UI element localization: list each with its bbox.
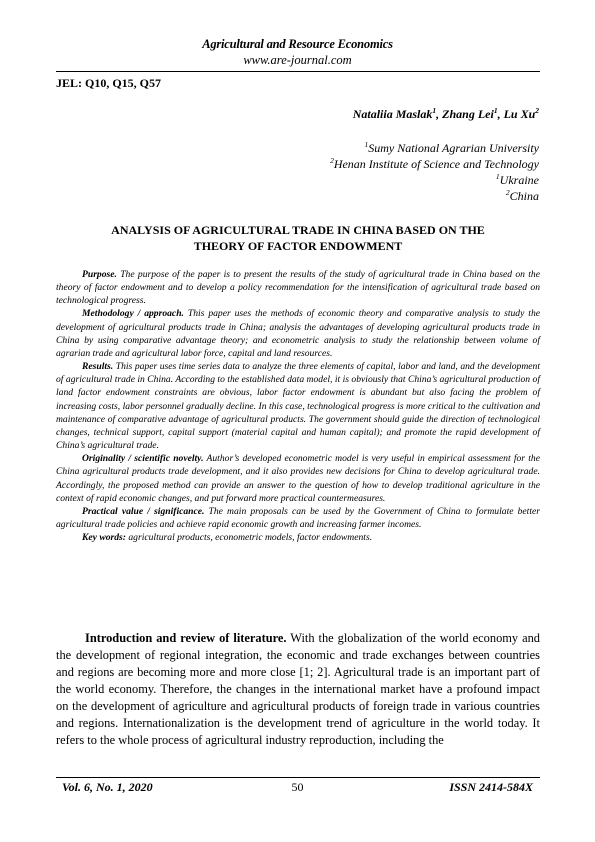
affil-text: Ukraine xyxy=(499,173,539,187)
section-text: This paper uses time series data to analyze the three elements of capital, labor and land, and the development of agricultural trade in China. According to the established data model, it is obviously that China’s agricultural production of land factor endowment constraints are obvious, labor factor endowment is abundant but also facing the problem of increasing costs, labor personnel gradually decline. In this case, technological progress is more critical to the cultivation and maintenance of comparative advantage of agricultural products. The government should guide the direction of technological changes, technical support, capital support (material capital and human capital); and promote the rapid development of China’s agricultural trade. xyxy=(56,361,540,452)
section-label: Key words: xyxy=(82,532,126,544)
section-label: Methodology / approach. xyxy=(82,308,184,320)
affiliations xyxy=(330,140,539,204)
abstract-purpose xyxy=(56,268,540,307)
footer-volume: Vol. 6, No. 1, 2020 xyxy=(62,780,153,794)
abstract xyxy=(56,268,540,544)
header-divider xyxy=(56,71,540,72)
paper-title xyxy=(66,222,530,254)
affil-mark: 1 xyxy=(495,172,500,181)
section-label: Practical value / significance. xyxy=(82,505,205,517)
affiliation-line xyxy=(330,156,539,172)
section-text: The main proposals can be used by the Government of China to formulate better agricultural trade policies and achieve rapid economic growth and increasing farmer incomes. xyxy=(56,505,540,530)
section-text: agricultural products, econometric models, factor endowments. xyxy=(125,532,373,544)
author-affil-mark: 1 xyxy=(432,106,437,115)
title-line: ANALYSIS OF AGRICULTURAL TRADE IN CHINA BASED ON THE xyxy=(111,223,485,237)
journal-title: Agricultural and Resource Economics xyxy=(202,37,393,51)
intro-text: With the globalization of the world economy and the development of regional integration, the economic and trade exchanges between countries and regions are becoming more and more close [1; 2]. Agricultural trade is an important part of the world economy. Therefore, the changes in the international market have a profound impact on the development of agriculture and agricultural products of foreign trade in various countries and regions. Internationalization is the development trend of agriculture in the world today. It refers to the whole process of agricultural industry reproduction, including the xyxy=(56,631,540,747)
intro-paragraph xyxy=(56,630,540,749)
abstract-results xyxy=(56,360,540,452)
title-line: THEORY OF FACTOR ENDOWMENT xyxy=(193,239,403,253)
section-label: Originality / scientific novelty. xyxy=(82,453,204,465)
affiliation-line xyxy=(330,140,539,156)
journal-url[interactable]: www.are-journal.com xyxy=(243,53,352,67)
abstract-practical-value xyxy=(56,505,540,531)
section-text: The purpose of the paper is to present the results of the study of agricultural trade in China based on the theory of factor endowment and to develop a policy recommendation for the intensification of agricultural trade based on technological progress. xyxy=(56,269,540,307)
author-name: Lu Xu xyxy=(503,107,536,121)
page-number: 50 xyxy=(291,780,304,794)
introduction xyxy=(56,630,540,749)
abstract-originality xyxy=(56,452,540,505)
affil-text: Henan Institute of Science and Technology xyxy=(333,157,539,171)
affil-mark: 2 xyxy=(505,188,510,197)
author-affil-mark: 2 xyxy=(535,106,539,115)
section-text: This paper uses the methods of economic theory and comparative analysis to study the development of agricultural products trade in China; analysis the advantages of developing agricultural products trade in China by using comparative advantage theory; and econometric analysis to study the relationship between volume of agrarian trade and agricultural labor force, capital and land resources. xyxy=(56,308,541,359)
affil-mark: 1 xyxy=(364,140,369,149)
affil-text: China xyxy=(509,189,539,203)
affil-text: Sumy National Agrarian University xyxy=(368,141,539,155)
affiliation-line xyxy=(330,172,539,188)
author-separator: , xyxy=(497,107,504,121)
abstract-methodology xyxy=(56,307,540,360)
author-list xyxy=(353,107,539,122)
abstract-keywords xyxy=(56,531,540,544)
section-label: Results. xyxy=(82,361,114,373)
footer-issn: ISSN 2414-584X xyxy=(449,780,533,794)
author-name: Nataliia Maslak xyxy=(352,107,433,121)
section-label: Purpose. xyxy=(82,269,117,280)
author-affil-mark: 1 xyxy=(493,106,498,115)
section-text: Author’s developed econometric model is very useful in empirical assessment for the China agricultural products trade development, and it also provides new decisions for China to develop agricultural trade. Accordingly, the proposed method can provide an answer to the question of how to develop traditional agriculture in the context of rapid economic changes, and put forward more practical countermeasures. xyxy=(56,453,540,504)
author-separator: , xyxy=(436,107,443,121)
affiliation-line xyxy=(330,188,539,204)
jel-codes: JEL: Q10, Q15, Q57 xyxy=(56,76,162,90)
footer-divider xyxy=(56,777,540,778)
intro-heading: Introduction and review of literature. xyxy=(85,631,287,645)
affil-mark: 2 xyxy=(330,156,334,165)
author-name: Zhang Lei xyxy=(442,107,494,121)
